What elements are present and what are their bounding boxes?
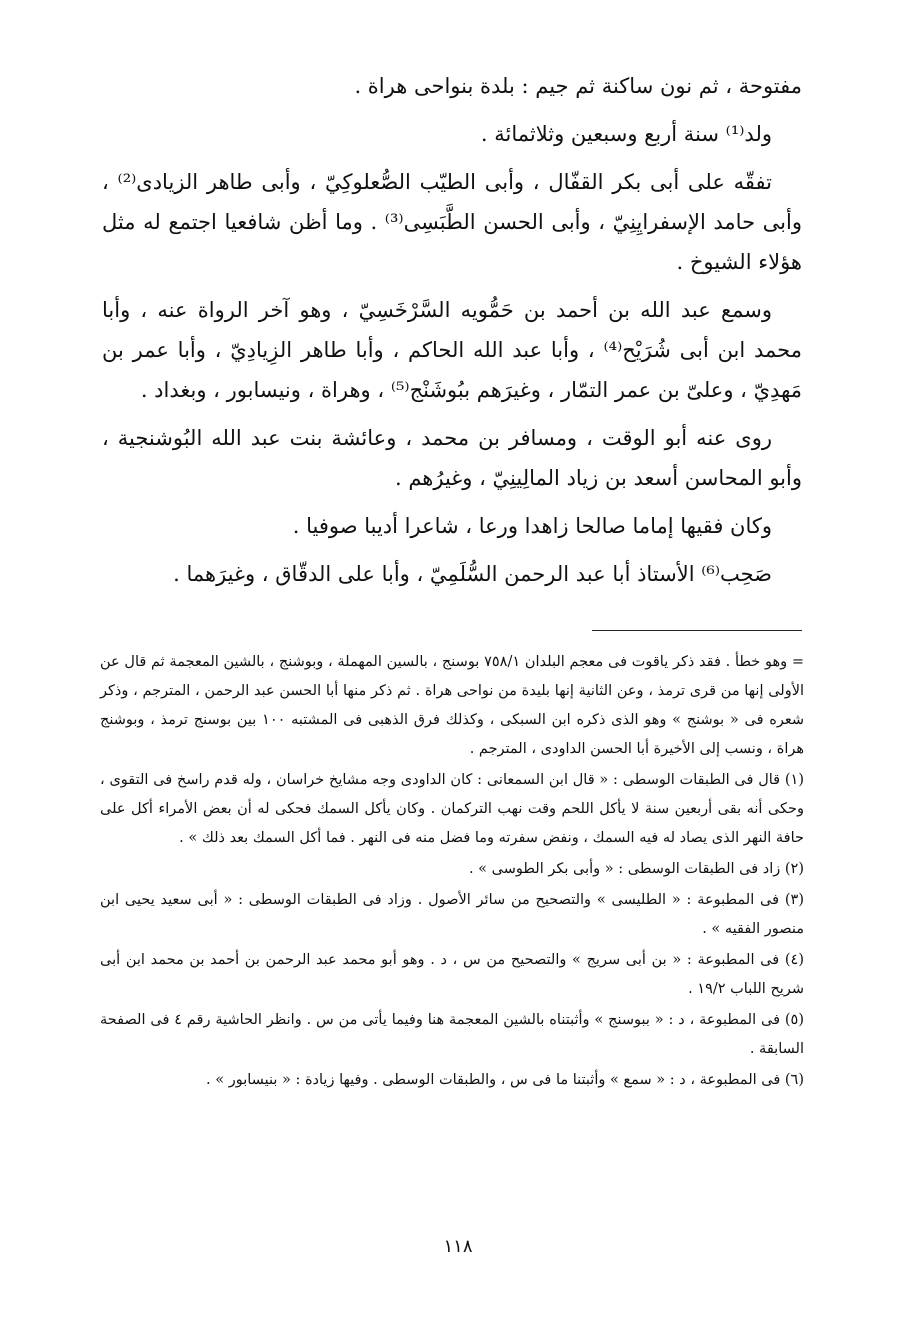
footnote-6: (٦) فى المطبوعة ، د : « سمع » وأثبتنا ما فى س ، والطبقات الوسطى . وفيها زيادة : « بنيسابور » . [206,1072,804,1088]
main-paragraph-3: تفقّه على أبى بكر القفّال ، وأبى الطيّب الصُّعلوكِيّ ، وأبى طاهر الزيادى⁽²⁾ ، وأبى حامد الإسفرايِنِيّ ، وأبى الحسن الطَّبَسِى⁽³⁾ . وما أظن شافعيا اجتمع له مثل هؤلاء الشيوخ . [102,170,803,274]
footnote-continuation: = وهو خطأ . فقد ذكر ياقوت فى معجم البلدان ٧٥٨/١ بوسنج ، بالسين المهملة ، وبوشنج ، بالشين المعجمة ثم قال عن الأولى إنها من قرى ترمذ ، وعن الثانية إنها بليدة من نواحى هراة . ثم ذكر منها أبا الحسن عبد الرحمن ، المترجم ، وذكر شعره فى « بوشنج » وهو الذى ذكره ابن السبكى ، وكذلك فرق الذهبى فى المشتبه ١٠٠ بين بوسنج ترمذ ، وبوشنج هراة ، ونسب إلى الأخيرة أبا الحسن الداودى ، المترجم . [100,654,805,757]
footnote-3: (٣) فى المطبوعة : « الطليسى » والتصحيح من سائر الأصول . وزاد فى الطبقات الوسطى : « أبى سعيد يحيى ابن منصور الفقيه » . [100,892,804,937]
page-number: ١١٨ [443,1236,473,1257]
main-paragraph-4: وسمع عبد الله بن أحمد بن حَمُّويه السَّرْخَسِيّ ، وهو آخر الرواة عنه ، وأبا محمد ابن أبى شُرَيْح⁽⁴⁾ ، وأبا عبد الله الحاكم ، وأبا طاهر الزِيادِيّ ، وأبا عمر بن مَهدِيّ ، وعلىّ بن عمر التمّار ، وغيرَهم ببُوشَنْج⁽⁵⁾ ، وهراة ، ونيسابور ، وبغداد . [102,298,802,402]
footnote-4: (٤) فى المطبوعة : « بن أبى سريج » والتصحيح من س ، د . وهو أبو محمد عبد الرحمن بن أحمد بن محمد ابن أبى شريح اللباب ١٩/٢ . [100,952,804,997]
main-paragraph-7: صَحِب⁽⁶⁾ الأستاذ أبا عبد الرحمن السُّلَمِيّ ، وأبا على الدقّاق ، وغيرَهما . [173,562,772,586]
main-paragraph-6: وكان فقيها إماما صالحا زاهدا ورعا ، شاعرا أديبا صوفيا . [292,514,772,538]
footnote-5: (٥) فى المطبوعة ، د : « ببوسنج » وأثبتناه بالشين المعجمة هنا وفيما يأتى من س . وانظر الحاشية رقم ٤ فى الصفحة السابقة . [100,1012,805,1057]
footnote-2: (٢) زاد فى الطبقات الوسطى : « وأبى بكر الطوسى » . [468,861,804,877]
main-text [102,66,802,602]
main-paragraph-2: ولد⁽¹⁾ سنة أربع وسبعين وثلاثمائة . [480,122,772,146]
main-paragraph-5: روى عنه أبو الوقت ، ومسافر بن محمد ، وعائشة بنت عبد الله البُوشنجية ، وأبو المحاسن أسعد بن زياد المالِينِيّ ، وغيرُهم . [102,426,802,490]
main-paragraph-1: مفتوحة ، ثم نون ساكنة ثم جيم : بلدة بنواحى هراة . [354,74,802,98]
footnote-divider [592,630,802,631]
footnotes [100,648,804,1097]
footnote-1: (١) قال فى الطبقات الوسطى : « قال ابن السمعانى : كان الداودى وجه مشايخ خراسان ، وله قدم راسخ فى التقوى ، وحكى أنه بقى أربعين سنة لا يأكل اللحم وقت نهب التركمان . وكان يأكل السمك فحكى له أن بعض الأمراء أكل على حافة النهر الذى يصاد له فيه السمك ، ونفض سفرته وما فضل منه فى النهر . فما أكل السمك بعد ذلك » . [100,772,804,846]
